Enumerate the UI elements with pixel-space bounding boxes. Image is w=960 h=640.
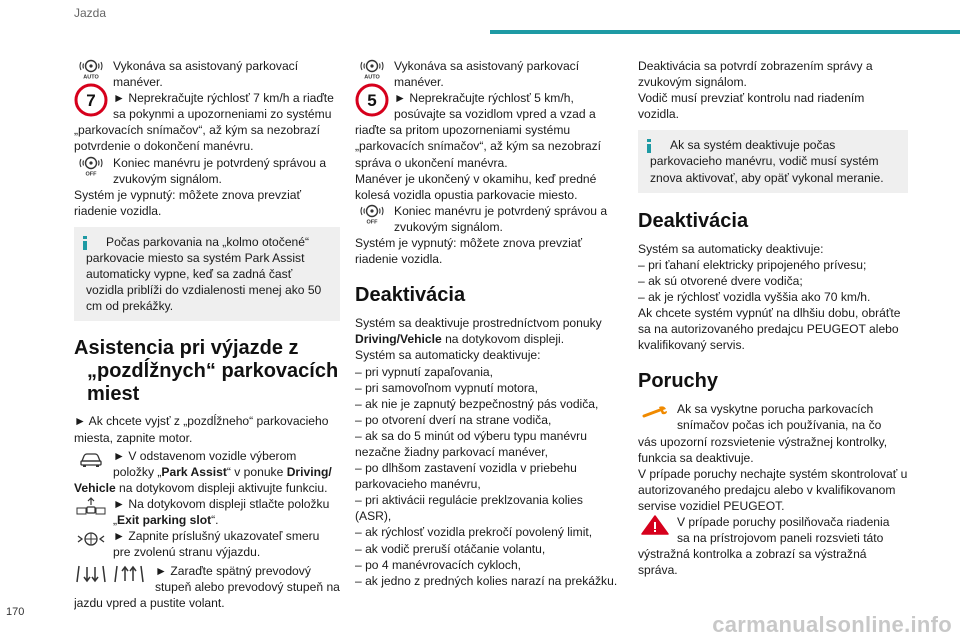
exit-intro-text: ► Ak chcete vyjsť z „pozdĺžneho“ parkovacieho miesta, zapnite motor.	[74, 414, 329, 445]
auto-deactivation-intro: Systém sa automaticky deaktivuje:	[355, 348, 541, 363]
driver-control-text: Vodič musí prevziať kontrolu nad riadením vozidla.	[638, 91, 865, 122]
section-heading-faults: Poruchy	[638, 370, 719, 393]
sensor-fault-rest: vás upozorní rozsvietenie výstražnej kontrolky, funkcia sa deaktivuje.	[638, 434, 888, 465]
indicator-step-text: ► Zapnite príslušný ukazovateľ smeru pre zvolenú stranu výjazdu.	[113, 529, 320, 560]
page-number: 170	[6, 606, 25, 618]
exit-slot-step-block	[74, 496, 340, 528]
sensor-fault-line-1: Ak sa vyskytne porucha parkovacích	[677, 402, 874, 417]
svg-text:AUTO: AUTO	[364, 74, 380, 80]
column-1	[74, 58, 340, 612]
step-5-rest: riaďte sa pritom upozorneniami systému „parkovacích snímačov“, až kým sa nezobrazí správa o ukončení manévra.	[355, 123, 601, 170]
gear-step-block	[74, 563, 340, 611]
step-7-line-4: sa pokynmi a upozorneniami zo systému	[113, 107, 332, 122]
park-assist-auto-icon	[355, 58, 389, 80]
step-7-rest: „parkovacích snímačov“, až kým sa nezobrazí potvrdenie o dokončení manévru.	[74, 123, 320, 154]
info-icon	[646, 139, 652, 153]
maneuver-end-line-2: zvukovým signálom.	[113, 171, 222, 186]
info-note	[74, 227, 340, 321]
warning-triangle-icon	[638, 514, 672, 536]
forward-gear-icon	[112, 563, 146, 585]
maneuver-end-line-1: Koniec manévru je potvrdený správou a	[113, 155, 327, 170]
step-7-number: 7	[86, 91, 96, 110]
park-assist-off-icon	[355, 203, 389, 225]
info-note-text: Počas parkovania na „kolmo otočené“ parkovacie miesto sa systém Park Assist automaticky vypne, keď sa zadná časť vozidla priblíži do vzdialenosti menej ako 50 cm od prekážky.	[86, 234, 322, 314]
column-2	[355, 58, 620, 589]
service-check-text: V prípade poruchy nechajte systém skontrolovať u autorizovaného predajcu alebo v kvalifikovanom servise vozidiel PEUGEOT.	[638, 466, 908, 513]
system-off-text: Systém je vypnutý: môžete znova prevziať riadenie vozidla.	[355, 236, 583, 267]
list-item: – ak rýchlosť vozidla prekročí povolený limit,	[355, 525, 593, 540]
step-5-line-2: manéver.	[394, 75, 444, 90]
deactivation-confirm-text: Deaktivácia sa potvrdí zobrazením správy a zvukovým signálom.	[638, 59, 873, 90]
list-item: – po dlhšom zastavení vozidla v priebehu parkovacieho manévru,	[355, 461, 577, 492]
step-7-block	[74, 58, 340, 122]
step-7-line-2: manéver.	[113, 75, 163, 90]
menu-step-block	[74, 448, 340, 496]
system-off-text: Systém je vypnutý: môžete znova prevziať riadenie vozidla.	[74, 187, 302, 218]
maneuver-end-line-1: Koniec manévru je potvrdený správou a	[394, 203, 608, 218]
car-icon	[74, 448, 108, 470]
step-7-badge-icon	[74, 83, 108, 117]
step-5-line-3: ► Neprekračujte rýchlosť 5 km/h,	[394, 91, 574, 106]
section-heading-exit-assist: Asistencia pri výjazde z „pozdĺžnych“ parkovacích miest	[74, 337, 339, 406]
steering-fault-rest: výstražná kontrolka a zobrazí sa výstražná správa.	[638, 547, 867, 578]
watermark: carmanualsonline.info	[712, 612, 952, 637]
steering-fault-line-2: sa na prístrojovom paneli rozsvieti táto	[677, 531, 884, 546]
step-7-line-3: ► Neprekračujte rýchlosť 7 km/h a riaďte	[113, 91, 334, 106]
deactivation-menu-text: Systém sa deaktivuje prostredníctvom ponuky Driving/Vehicle na dotykovom displeji.	[355, 316, 602, 347]
list-item: – pri samovoľnom vypnutí motora,	[355, 380, 538, 395]
list-item: – ak sú otvorené dvere vodiča;	[638, 273, 803, 288]
section-heading-deactivation-2: Deaktivácia	[638, 209, 749, 232]
steering-fault-block	[638, 514, 908, 546]
list-item: – pri vypnutí zapaľovania,	[355, 364, 493, 379]
info-note-text: Ak sa systém deaktivuje počas parkovacieho manévru, vodič musí systém znova aktivovať, aby opäť vykonal meranie.	[650, 138, 884, 185]
list-item: – po 4 manévrovacích cykloch,	[355, 557, 522, 572]
wrench-icon	[638, 401, 672, 423]
svg-text:OFF: OFF	[85, 171, 97, 177]
info-icon	[82, 236, 88, 250]
steering-fault-line-1: V prípade poruchy posilňovača riadenia	[677, 514, 890, 529]
step-5-badge-icon	[355, 83, 389, 117]
step-5-line-4: posúvajte sa vozidlom vpred a vzad a	[394, 107, 596, 122]
step-5-block	[355, 58, 620, 122]
turn-signal-icon	[74, 528, 108, 550]
maneuver-end-block-2	[355, 203, 620, 235]
reverse-gear-icon	[74, 563, 108, 585]
gear-step-text: ► Zaraďte spätný prevodový stupeň alebo prevodový stupeň na jazdu vpred a pustite volant.	[74, 564, 340, 611]
maneuver-complete-text: Manéver je ukončený v okamihu, keď predné kolesá vozidla opustia parkovacie miesto.	[355, 171, 597, 202]
list-item: – pri ťahaní elektricky pripojeného prívesu;	[638, 257, 867, 272]
maneuver-end-line-2: zvukovým signálom.	[394, 219, 503, 234]
running-header: Jazda	[74, 6, 107, 20]
sensor-fault-block	[638, 401, 908, 433]
list-item: – ak sa do 5 minút od výberu typu manévru nezačne žiadny parkovací manéver,	[355, 428, 587, 459]
auto-deactivation-list	[355, 364, 620, 589]
exit-slot-step-text: ► Na dotykovom displeji stlačte položku „Exit parking slot“.	[113, 496, 330, 527]
svg-text:OFF: OFF	[366, 219, 378, 225]
sensor-fault-line-2: snímačov počas ich používania, na čo	[677, 418, 882, 433]
header-accent-bar	[490, 30, 960, 34]
menu-step-text: ► V odstavenom vozidle výberom položky „Park Assist“ v ponuke Driving/ Vehicle na dotykovom displeji aktivujte funkciu.	[74, 448, 332, 495]
svg-text:AUTO: AUTO	[83, 74, 99, 80]
list-item: – ak nie je zapnutý bezpečnostný pás vodiča,	[355, 396, 599, 411]
auto-deactivation-list-2	[638, 257, 908, 305]
list-item: – pri aktivácii regulácie preklzovania kolies (ASR),	[355, 493, 583, 524]
list-item: – ak je rýchlosť vozidla vyššia ako 70 km/h.	[638, 289, 871, 304]
section-heading-deactivation: Deaktivácia	[355, 284, 466, 307]
list-item: – ak vodič preruší otáčanie volantu,	[355, 541, 546, 556]
step-7-line-1: Vykonáva sa asistovaný parkovací	[113, 59, 299, 73]
column-3	[638, 58, 908, 578]
info-note	[638, 130, 908, 192]
long-term-off-text: Ak chcete systém vypnúť na dlhšiu dobu, obráťte sa na autorizovaného predajcu PEUGEOT alebo kvalifikovaný servis.	[638, 306, 901, 353]
step-5-number: 5	[367, 91, 377, 110]
indicator-step-block	[74, 528, 340, 560]
auto-deactivation-intro: Systém sa automaticky deaktivuje:	[638, 241, 824, 256]
step-5-line-1: Vykonáva sa asistovaný parkovací	[394, 59, 580, 73]
list-item: – po otvorení dverí na strane vodiča,	[355, 412, 552, 427]
park-assist-off-icon	[74, 155, 108, 177]
list-item: – ak jedno z predných kolies narazí na prekážku.	[355, 573, 618, 588]
exit-parking-slot-icon	[74, 496, 108, 518]
park-assist-auto-icon	[74, 58, 108, 80]
maneuver-end-block	[74, 155, 340, 187]
